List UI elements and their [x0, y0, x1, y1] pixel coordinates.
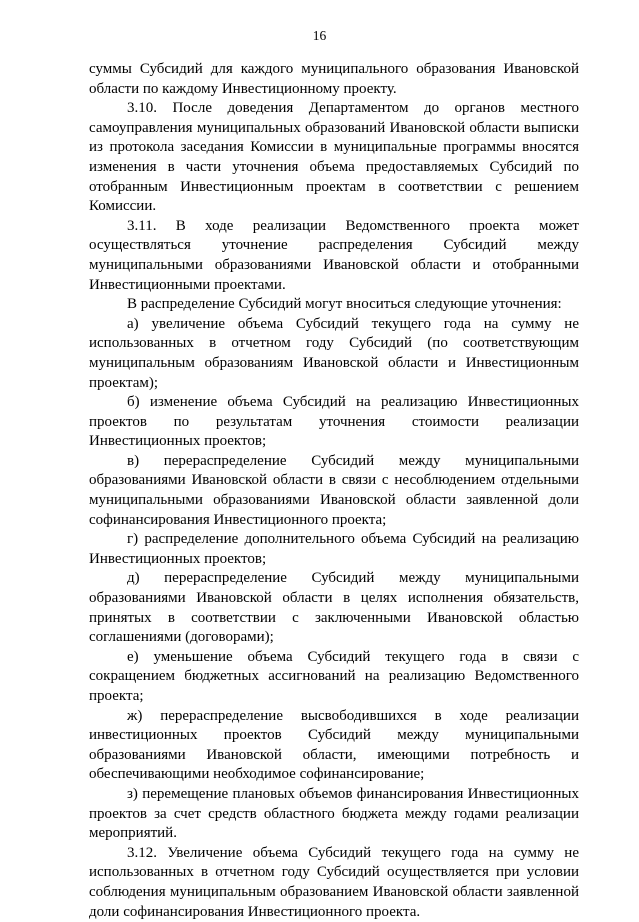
document-body — [89, 60, 579, 922]
paragraph-3-10: 3.10. После доведения Департаментом до органов местного самоуправления муниципальных образований Ивановской области выписки из протокола заседания Комиссии в муниципальные программы вносятся изменения в части уточнения объема предоставляемых Субсидий по отобранным Инвестиционным проектам в соответствии с решением Комиссии. — [89, 100, 579, 215]
paragraph-3-12: 3.12. Увеличение объема Субсидий текущего года на сумму не использованных в отчетном году Субсидий осуществляется при условии соблюдения муниципальным образованием Ивановской области заявленной доли софинансирования Инвестиционного проекта. — [89, 844, 579, 920]
paragraph-continuation: суммы Субсидий для каждого муниципального образования Ивановской области по каждому Инвестиционному проекту. — [89, 61, 579, 97]
list-item-d: д) перераспределение Субсидий между муниципальными образованиями Ивановской области в целях исполнения обязательств, принятых в соответствии с заключенными Ивановской областью соглашениями (договорами); — [89, 570, 579, 646]
list-item-v: в) перераспределение Субсидий между муниципальными образованиями Ивановской области в связи с несоблюдением отдельными муниципальными образованиями Ивановской области заявленной доли софинансирования Инвестиционного проекта; — [89, 452, 579, 528]
list-item-b: б) изменение объема Субсидий на реализацию Инвестиционных проектов по результатам уточнения стоимости реализации Инвестиционных проектов; — [89, 394, 579, 450]
paragraph-3-11: 3.11. В ходе реализации Ведомственного проекта может осуществляться уточнение распределения Субсидий между муниципальными образованиями Ивановской области и отобранными Инвестиционными проектами. — [89, 217, 579, 293]
list-item-a: а) увеличение объема Субсидий текущего года на сумму не использованных в отчетном году Субсидий (по соответствующим муниципальным образованиям Ивановской области и Инвестиционным проектам); — [89, 315, 579, 391]
page-number: 16 — [312, 28, 327, 43]
list-item-z: з) перемещение плановых объемов финансирования Инвестиционных проектов за счет средств областного бюджета между годами реализации мероприятий. — [89, 785, 579, 842]
paragraph-adjustments-intro: В распределение Субсидий могут вноситься следующие уточнения: — [127, 296, 562, 313]
list-item-g: г) распределение дополнительного объема Субсидий на реализацию Инвестиционных проектов; — [89, 531, 579, 567]
list-item-zh: ж) перераспределение высвободившихся в ходе реализации инвестиционных проектов Субсидий между муниципальными образованиями Ивановской области, имеющими потребность и обеспечивающими необходимое софинансирование; — [89, 707, 579, 783]
list-item-e: е) уменьшение объема Субсидий текущего года в связи с сокращением бюджетных ассигнований на реализацию Ведомственного проекта; — [89, 648, 579, 704]
